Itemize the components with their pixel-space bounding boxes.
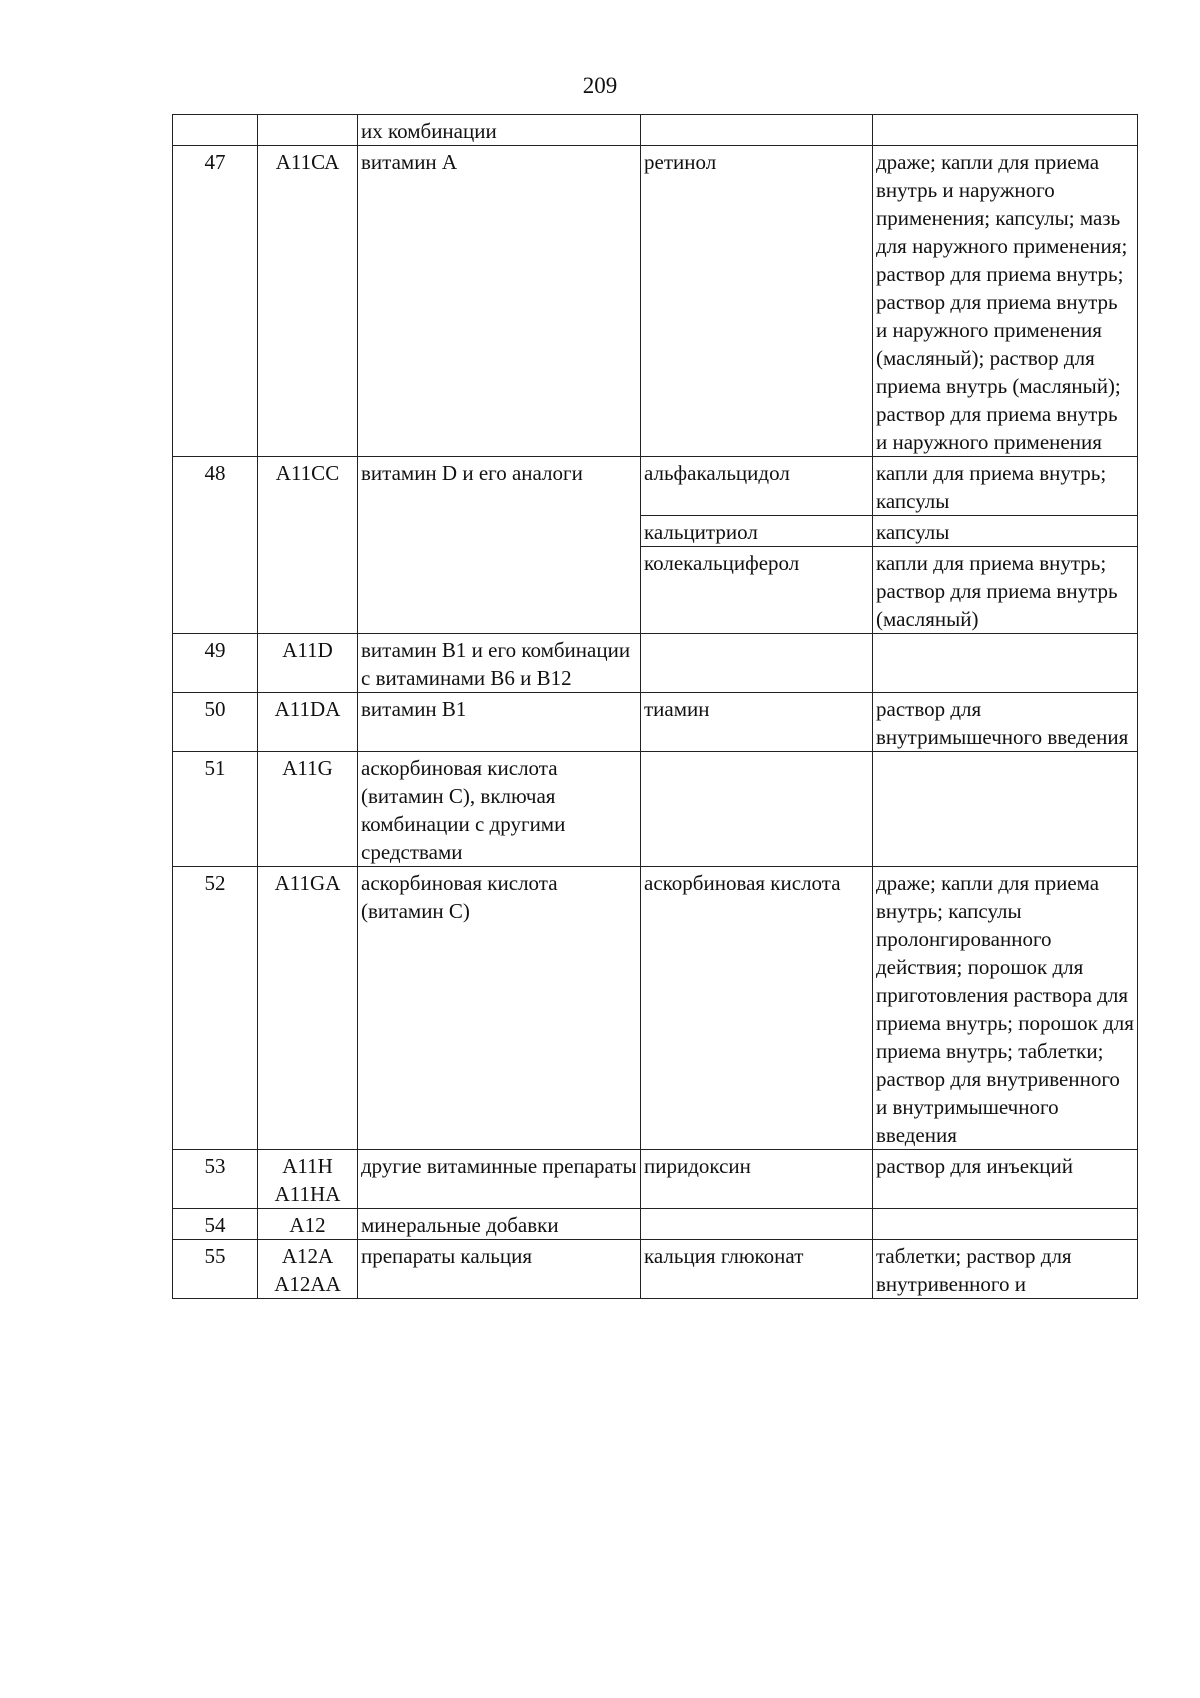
atc-code: А12АА — [274, 1272, 341, 1296]
drug-name: аскорбиновая кислота — [641, 867, 873, 1150]
atc-code-cell — [258, 1240, 358, 1299]
row-number: 54 — [173, 1209, 258, 1240]
table-row — [173, 634, 1138, 693]
dosage-form: капли для приема внутрь; капсулы — [873, 457, 1138, 516]
atc-code-cell — [258, 146, 358, 457]
atc-code: А11G — [282, 756, 333, 780]
anatomical-therapeutic-group: витамин А — [358, 146, 641, 457]
dosage-form: драже; капли для приема внутрь и наружного применения; капсулы; мазь для наружного применения; раствор для приема внутрь; раствор для приема внутрь и наружного применения (масляный); раствор для приема внутрь (масляный); раствор для приема внутрь и наружного применения — [873, 146, 1138, 457]
table-row — [173, 1240, 1138, 1299]
table-row — [173, 693, 1138, 752]
row-number: 49 — [173, 634, 258, 693]
anatomical-therapeutic-group: витамин В1 и его комбинации с витаминами В6 и В12 — [358, 634, 641, 693]
atc-code-cell — [258, 693, 358, 752]
atc-code-cell — [258, 115, 358, 146]
anatomical-therapeutic-group: другие витаминные препараты — [358, 1150, 641, 1209]
dosage-form: раствор для внутримышечного введения — [873, 693, 1138, 752]
drug-name: кальция глюконат — [641, 1240, 873, 1299]
dosage-form: капсулы — [873, 516, 1138, 547]
drug-name: альфакальцидол — [641, 457, 873, 516]
dosage-form — [873, 1209, 1138, 1240]
atc-code: А11НА — [274, 1182, 341, 1206]
atc-code-cell — [258, 457, 358, 634]
row-number: 48 — [173, 457, 258, 634]
anatomical-therapeutic-group: витамин В1 — [358, 693, 641, 752]
atc-code: А11DА — [274, 697, 341, 721]
atc-code: А11GА — [274, 871, 341, 895]
anatomical-therapeutic-group: препараты кальция — [358, 1240, 641, 1299]
drug-name — [641, 115, 873, 146]
atc-code: А11СА — [275, 150, 340, 174]
row-number: 52 — [173, 867, 258, 1150]
row-number: 47 — [173, 146, 258, 457]
table-row — [173, 867, 1138, 1150]
dosage-form: драже; капли для приема внутрь; капсулы пролонгированного действия; порошок для приготовления раствора для приема внутрь; порошок для приема внутрь; таблетки; раствор для внутривенного и внутримышечного введения — [873, 867, 1138, 1150]
dosage-form: таблетки; раствор для внутривенного и — [873, 1240, 1138, 1299]
anatomical-therapeutic-group: аскорбиновая кислота (витамин С) — [358, 867, 641, 1150]
dosage-form: раствор для инъекций — [873, 1150, 1138, 1209]
row-number — [173, 115, 258, 146]
table-row — [173, 752, 1138, 867]
table-row — [173, 115, 1138, 146]
atc-code: А11D — [282, 638, 333, 662]
table-body — [173, 115, 1138, 1299]
row-number: 51 — [173, 752, 258, 867]
atc-code-cell — [258, 867, 358, 1150]
atc-code-cell — [258, 634, 358, 693]
medication-table — [172, 114, 1138, 1299]
drug-name: колекальциферол — [641, 547, 873, 634]
drug-name: тиамин — [641, 693, 873, 752]
anatomical-therapeutic-group: их комбинации — [358, 115, 641, 146]
atc-code-cell — [258, 1209, 358, 1240]
atc-code: А12 — [289, 1213, 326, 1237]
anatomical-therapeutic-group: витамин D и его аналоги — [358, 457, 641, 634]
drug-name — [641, 1209, 873, 1240]
anatomical-therapeutic-group: минеральные добавки — [358, 1209, 641, 1240]
anatomical-therapeutic-group: аскорбиновая кислота (витамин С), включая комбинации с другими средствами — [358, 752, 641, 867]
atc-code: А12А — [281, 1244, 334, 1268]
row-number: 53 — [173, 1150, 258, 1209]
table-row — [173, 1150, 1138, 1209]
dosage-form — [873, 634, 1138, 693]
atc-code-cell — [258, 752, 358, 867]
drug-name: кальцитриол — [641, 516, 873, 547]
atc-code-cell — [258, 1150, 358, 1209]
table-row — [173, 146, 1138, 457]
page-number: 209 — [582, 73, 618, 98]
table-row — [173, 457, 1138, 516]
row-number: 50 — [173, 693, 258, 752]
drug-name: ретинол — [641, 146, 873, 457]
table-row — [173, 1209, 1138, 1240]
drug-name: пиридоксин — [641, 1150, 873, 1209]
atc-code: А11Н — [282, 1154, 333, 1178]
row-number: 55 — [173, 1240, 258, 1299]
dosage-form — [873, 752, 1138, 867]
atc-code: А11СС — [275, 461, 340, 485]
dosage-form — [873, 115, 1138, 146]
drug-name — [641, 752, 873, 867]
dosage-form: капли для приема внутрь; раствор для приема внутрь (масляный) — [873, 547, 1138, 634]
drug-name — [641, 634, 873, 693]
